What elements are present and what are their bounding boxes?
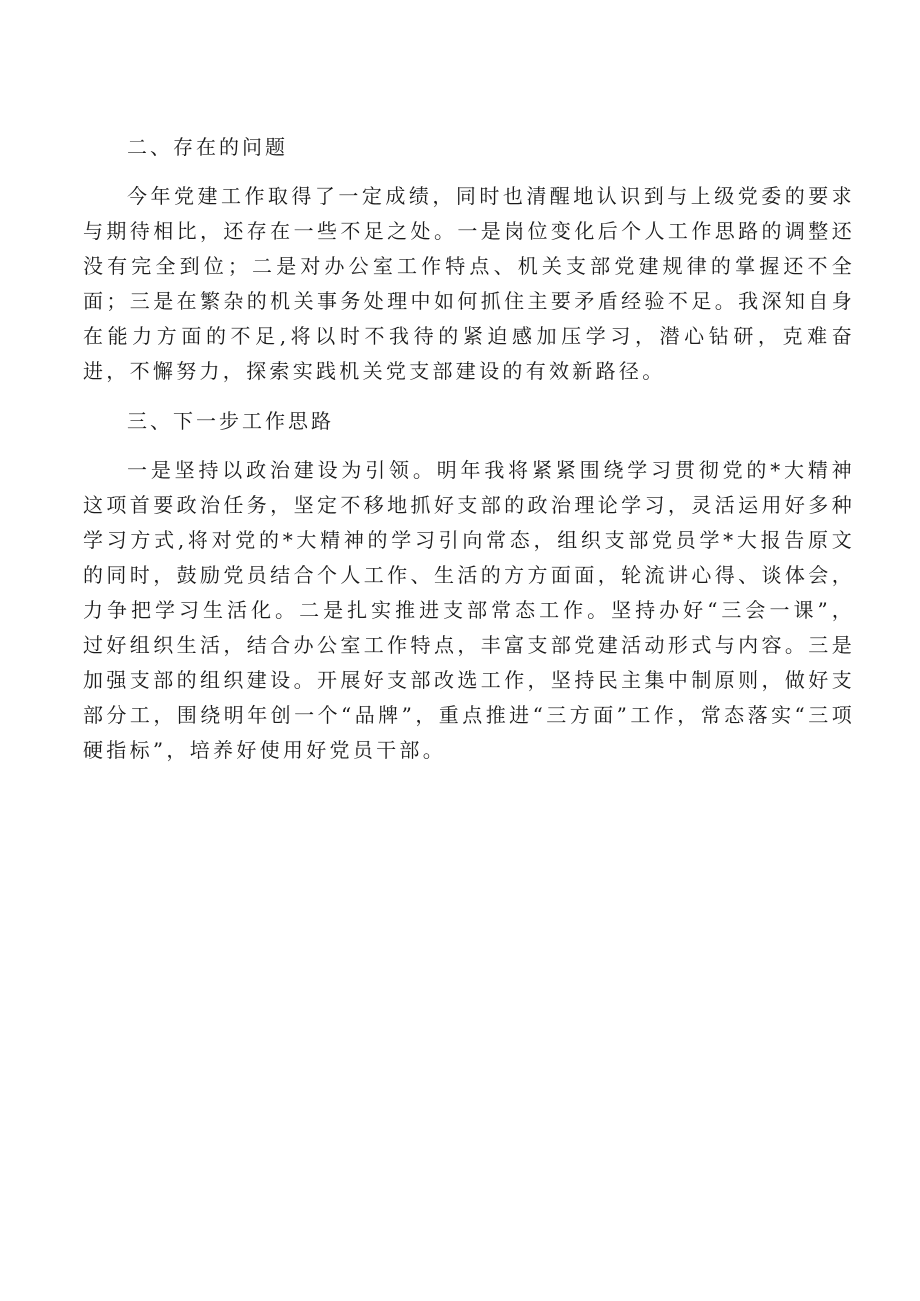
paragraph-problems: 今年党建工作取得了一定成绩，同时也清醒地认识到与上级党委的要求与期待相比，还存在一些不足之处。一是岗位变化后个人工作思路的调整还没有完全到位；二是对办公室工作特点、机关支部党建规律的掌握还不全面；三是在繁杂的机关事务处理中如何抓住主要矛盾经验不足。我深知自身在能力方面的不足,将以时不我待的紧迫感加压学习，潜心钻研，克难奋进，不懈努力，探索实践机关党支部建设的有效新路径。: [83, 184, 855, 383]
section-heading-next-steps: 三、下一步工作思路: [127, 409, 334, 433]
paragraph-next-steps: 一是坚持以政治建设为引领。明年我将紧紧围绕学习贯彻党的*大精神这项首要政治任务，坚定不移地抓好支部的政治理论学习，灵活运用好多种学习方式,将对党的*大精神的学习引向常态，组织支部党员学*大报告原文的同时，鼓励党员结合个人工作、生活的方方面面，轮流讲心得、谈体会，力争把学习生活化。二是扎实推进支部常态工作。坚持办好“三会一课”，过好组织生活，结合办公室工作特点，丰富支部党建活动形式与内容。三是加强支部的组织建设。开展好支部改选工作，坚持民主集中制原则，做好支部分工，围绕明年创一个“品牌”，重点推进“三方面”工作，常态落实“三项硬指标”，培养好使用好党员干部。: [83, 458, 855, 762]
section-heading-problems: 二、存在的问题: [127, 135, 288, 159]
document-body: [83, 130, 855, 768]
